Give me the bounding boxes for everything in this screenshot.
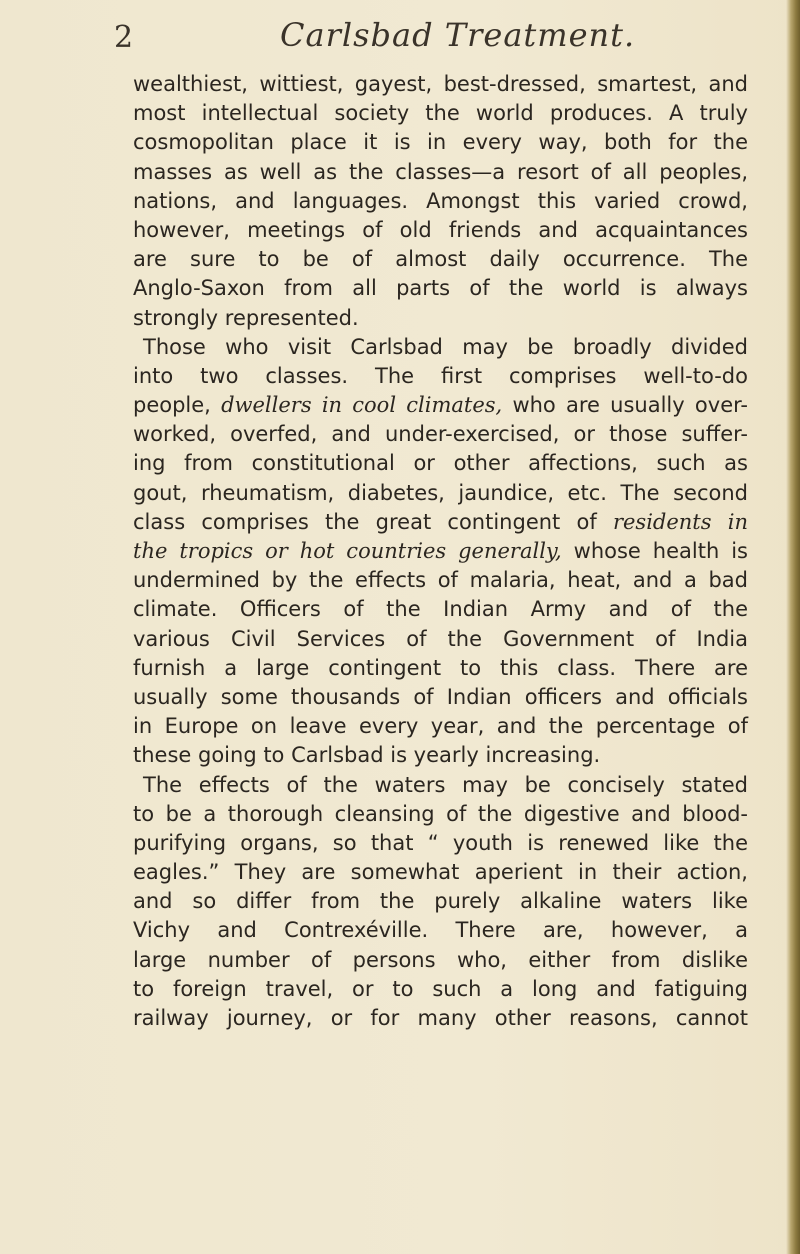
text-segment: furnish a large contingent to this class. There are bbox=[133, 655, 748, 680]
text-segment: people, bbox=[133, 393, 222, 418]
text-segment: usually some thousands of Indian officers and officials bbox=[133, 684, 748, 709]
text-segment: nations, and languages. Amongst this varied crowd, bbox=[133, 188, 748, 213]
text-segment: to be a thorough cleansing of the digestive and blood- bbox=[133, 801, 748, 826]
text-line bbox=[133, 508, 748, 537]
italic-text: residents in bbox=[612, 509, 748, 534]
text-segment: class comprises the great contingent of bbox=[133, 509, 613, 534]
page-edge bbox=[786, 0, 800, 1254]
text-segment: in Europe on leave every year, and the percentage of bbox=[133, 714, 748, 739]
text-segment: who are usually over- bbox=[502, 393, 748, 418]
text-line bbox=[133, 858, 748, 887]
text-segment: Vichy and Contrexéville. There are, however, a bbox=[133, 918, 748, 943]
text-line bbox=[133, 537, 748, 566]
page-header bbox=[0, 14, 800, 62]
body-text bbox=[133, 70, 748, 1033]
text-segment: wealthiest, wittiest, gayest, best-dressed, smartest, and bbox=[133, 72, 748, 96]
text-segment: worked, overfed, and under-exercised, or those suffer- bbox=[133, 422, 748, 447]
text-segment: The effects of the waters may be concisely stated bbox=[143, 772, 748, 797]
text-line bbox=[133, 391, 748, 420]
text-segment: ing from constitutional or other affections, such as bbox=[133, 451, 748, 476]
text-line bbox=[133, 420, 748, 449]
text-segment: large number of persons who, either from dislike bbox=[133, 947, 748, 972]
italic-text: the tropics or hot countries generally, bbox=[133, 539, 562, 563]
text-line bbox=[133, 1004, 748, 1033]
text-segment: however, meetings of old friends and acquaintances bbox=[133, 217, 748, 242]
text-line bbox=[133, 362, 748, 391]
text-line bbox=[133, 449, 748, 478]
text-line bbox=[133, 741, 748, 770]
text-segment: undermined by the effects of malaria, heat, and a bad bbox=[133, 568, 748, 593]
text-segment: railway journey, or for many other reasons, cannot bbox=[133, 1006, 748, 1030]
text-segment: masses as well as the classes—a resort of all peoples, bbox=[133, 159, 748, 184]
text-line bbox=[133, 625, 748, 654]
text-line bbox=[133, 128, 748, 157]
text-segment: most intellectual society the world produces. A truly bbox=[133, 101, 748, 126]
text-segment: and so differ from the purely alkaline waters like bbox=[133, 889, 748, 914]
text-segment: to foreign travel, or to such a long and fatiguing bbox=[133, 976, 748, 1001]
text-line bbox=[133, 712, 748, 741]
text-line bbox=[133, 158, 748, 187]
text-line bbox=[133, 975, 748, 1004]
text-line bbox=[133, 304, 748, 333]
text-line bbox=[133, 771, 748, 800]
text-line bbox=[133, 333, 748, 362]
text-segment: strongly represented. bbox=[133, 305, 359, 330]
text-segment: various Civil Services of the Government of India bbox=[133, 626, 748, 651]
text-line bbox=[133, 595, 748, 624]
text-segment: whose health is bbox=[561, 539, 748, 563]
text-line bbox=[133, 99, 748, 128]
text-line bbox=[133, 654, 748, 683]
text-segment: purifying organs, so that “ youth is renewed like the bbox=[133, 830, 748, 855]
text-line bbox=[133, 187, 748, 216]
text-line bbox=[133, 946, 748, 975]
text-line bbox=[133, 683, 748, 712]
text-segment: Those who visit Carlsbad may be broadly divided bbox=[143, 334, 748, 359]
running-title: Carlsbad Treatment. bbox=[280, 16, 636, 54]
text-segment: climate. Officers of the Indian Army and of the bbox=[133, 597, 748, 622]
text-segment: into two classes. The first comprises well-to-do bbox=[133, 363, 748, 388]
text-segment: cosmopolitan place it is in every way, both for the bbox=[133, 130, 748, 155]
text-segment: eagles.” They are somewhat aperient in their action, bbox=[133, 860, 748, 885]
text-line bbox=[133, 70, 748, 99]
text-line bbox=[133, 479, 748, 508]
text-segment: Anglo-Saxon from all parts of the world is always bbox=[133, 276, 748, 301]
text-line bbox=[133, 887, 748, 916]
text-line bbox=[133, 566, 748, 595]
text-line bbox=[133, 829, 748, 858]
italic-text: dwellers in cool climates, bbox=[221, 393, 503, 418]
text-line bbox=[133, 916, 748, 945]
text-line bbox=[133, 245, 748, 274]
page-number: 2 bbox=[114, 20, 134, 55]
text-segment: gout, rheumatism, diabetes, jaundice, etc. The second bbox=[133, 480, 748, 505]
text-line bbox=[133, 274, 748, 303]
text-segment: these going to Carlsbad is yearly increasing. bbox=[133, 743, 601, 768]
text-line bbox=[133, 800, 748, 829]
text-line bbox=[133, 216, 748, 245]
text-segment: are sure to be of almost daily occurrence. The bbox=[133, 247, 748, 272]
